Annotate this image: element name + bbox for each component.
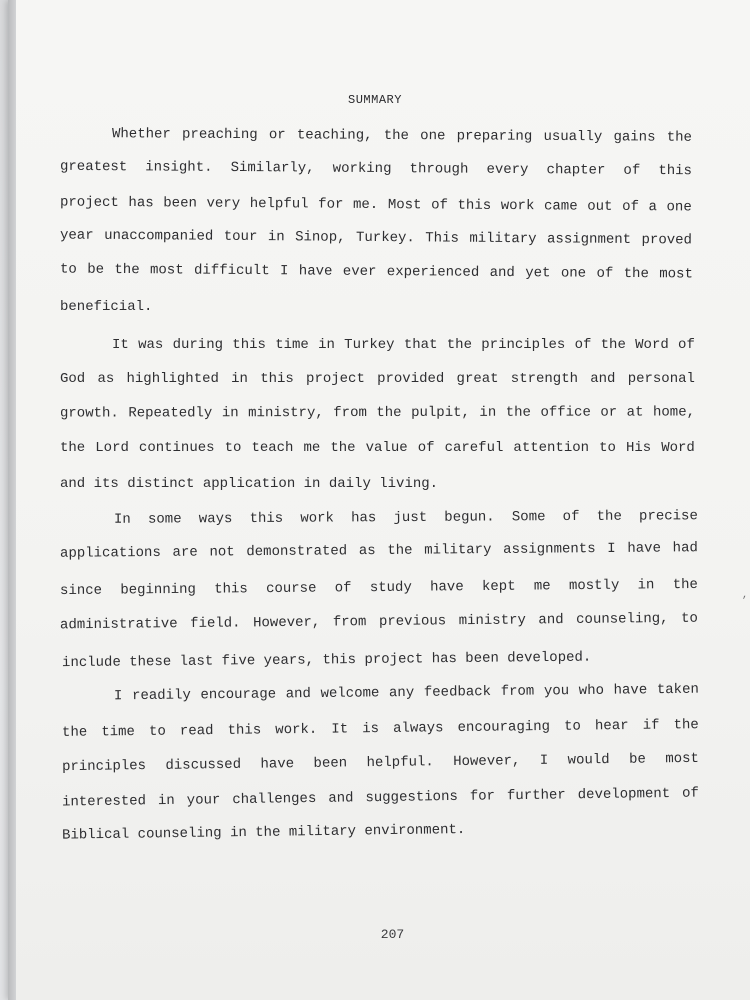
- text-line: to be the most difficult I have ever experienced and yet one of the most: [59, 261, 693, 283]
- text-line: since beginning this course of study have kept me mostly in the: [59, 576, 698, 600]
- text-line: applications are not demonstrated as the military assignments I have had: [59, 540, 698, 562]
- page-edge-mark: ,: [742, 590, 749, 601]
- text-line: interested in your challenges and suggestions for further development of: [61, 785, 700, 811]
- text-line: Whether preaching or teaching, the one preparing usually gains the: [111, 126, 692, 146]
- page-edge: [8, 0, 16, 1000]
- text-line: I readily encourage and welcome any feedback from you who have taken: [113, 681, 699, 705]
- text-line: It was during this time in Turkey that the principles of the Word of: [112, 337, 695, 353]
- text-line: greatest insight. Similarly, working through every chapter of this: [59, 158, 693, 180]
- page-number: 207: [380, 927, 405, 942]
- text-line: beneficial.: [60, 299, 153, 315]
- document-page: [8, 0, 750, 1000]
- text-line: include these last five years, this project has been developed.: [61, 649, 592, 672]
- text-line: In some ways this work has just begun. Some of the precise: [113, 508, 698, 528]
- text-line: project has been very helpful for me. Most of this work came out of a one: [59, 194, 692, 216]
- text-line: administrative field. However, from previous ministry and counseling, to: [59, 610, 698, 634]
- text-line: principles discussed have been helpful. However, I would be most: [61, 750, 700, 776]
- text-line: Biblical counseling in the military environment.: [61, 822, 466, 844]
- text-line: the Lord continues to teach me the value of careful attention to His Word: [60, 440, 695, 456]
- text-line: and its distinct application in daily living.: [60, 476, 439, 492]
- text-line: God as highlighted in this project provided great strength and personal: [60, 371, 695, 387]
- text-line: year unaccompanied tour in Sinop, Turkey. This military assignment proved: [59, 227, 693, 249]
- text-line: the time to read this work. It is always encouraging to hear if the: [61, 717, 699, 741]
- page-heading: SUMMARY: [348, 93, 402, 107]
- text-line: growth. Repeatedly in ministry, from the pulpit, in the office or at home,: [59, 404, 696, 422]
